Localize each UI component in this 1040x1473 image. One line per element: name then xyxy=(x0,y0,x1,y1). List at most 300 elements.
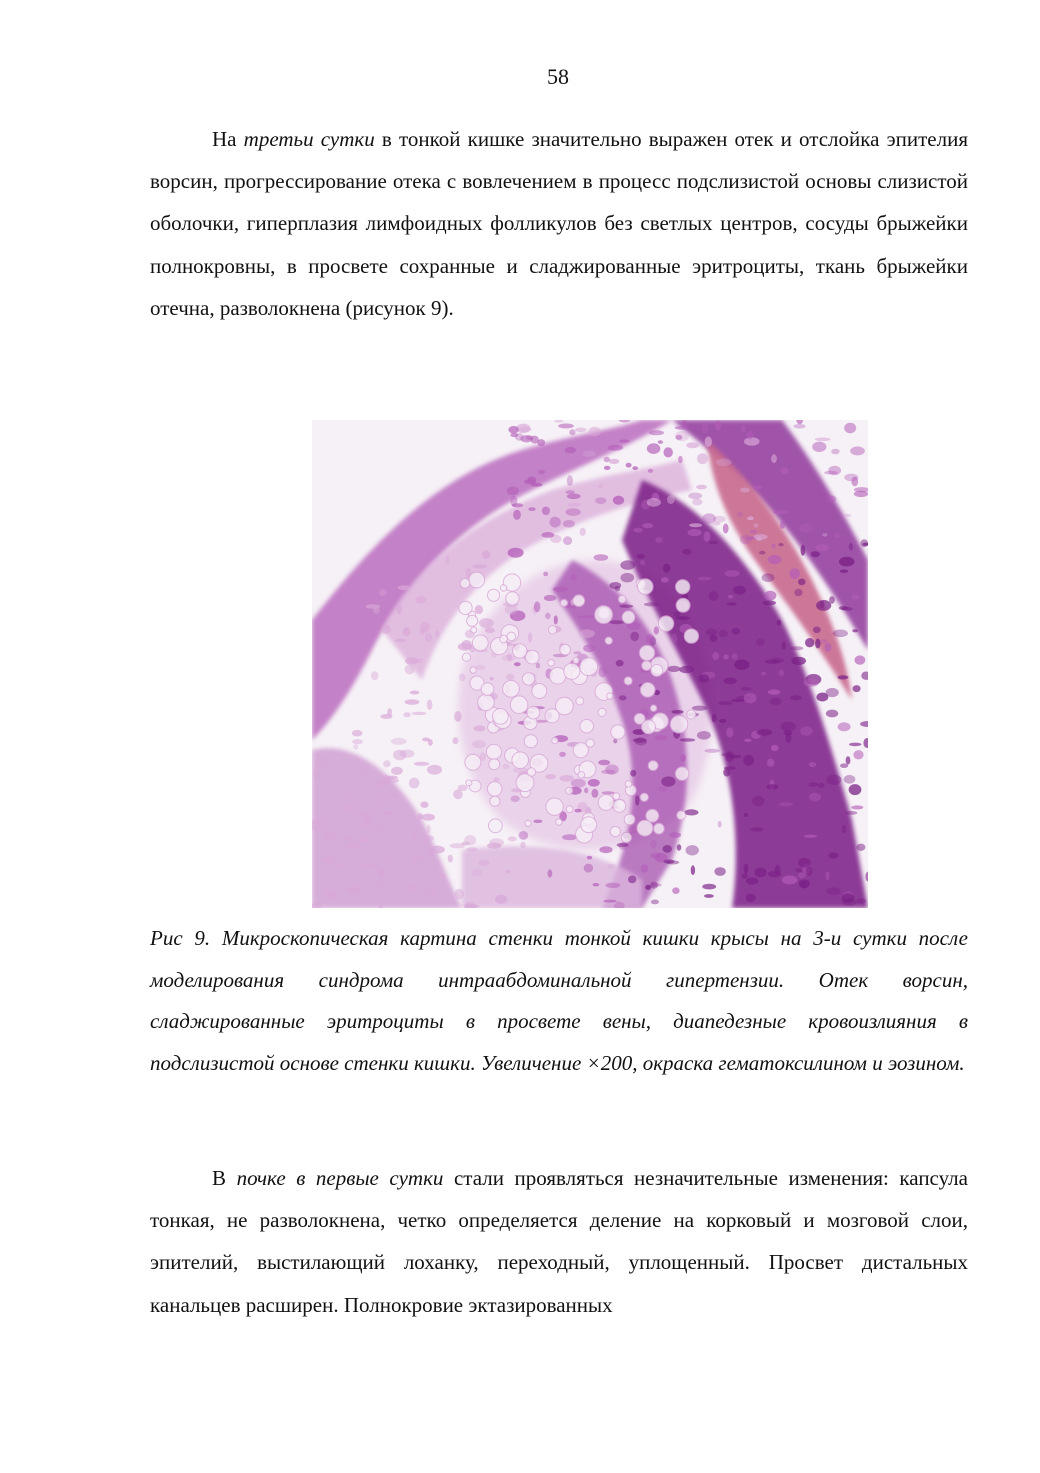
vacuole-mark xyxy=(670,716,688,734)
cell-mark xyxy=(380,796,386,804)
cell-mark xyxy=(731,699,745,702)
vacuole-mark xyxy=(625,781,632,788)
vacuole-mark xyxy=(459,601,472,614)
vacuole-mark xyxy=(465,754,481,770)
cell-mark xyxy=(844,514,851,517)
cell-mark xyxy=(782,642,786,650)
cell-mark xyxy=(446,556,450,564)
cell-mark xyxy=(422,814,435,821)
cell-mark xyxy=(424,889,436,897)
cell-mark xyxy=(683,549,692,555)
cell-mark xyxy=(632,466,638,470)
cell-mark xyxy=(613,496,624,505)
cell-mark xyxy=(824,471,838,475)
vacuole-mark xyxy=(527,768,536,777)
cell-mark xyxy=(344,805,357,811)
cell-mark xyxy=(506,870,511,874)
cell-mark xyxy=(773,510,789,514)
cell-mark xyxy=(528,507,535,511)
cell-mark xyxy=(330,889,337,899)
cell-mark xyxy=(409,883,415,892)
cell-mark xyxy=(741,687,752,691)
vacuole-mark xyxy=(573,595,585,607)
vacuole-mark xyxy=(677,811,686,820)
vacuole-mark xyxy=(654,823,665,834)
cell-mark xyxy=(605,764,618,774)
cell-mark xyxy=(537,439,545,446)
paragraph-2-emphasis: почке в первые сутки xyxy=(236,1166,444,1190)
vacuole-mark xyxy=(658,616,673,631)
vacuole-mark xyxy=(503,680,520,697)
vacuole-mark xyxy=(532,684,547,699)
cell-mark xyxy=(756,639,764,646)
cell-mark xyxy=(764,591,776,601)
cell-mark xyxy=(752,796,764,807)
cell-mark xyxy=(405,665,415,675)
cell-mark xyxy=(435,630,440,638)
cell-mark xyxy=(746,894,756,902)
cell-mark xyxy=(718,821,722,828)
vacuole-mark xyxy=(687,710,696,719)
cell-mark xyxy=(542,532,555,538)
cell-mark xyxy=(649,430,664,435)
cell-mark xyxy=(723,524,729,534)
vacuole-mark xyxy=(611,725,625,739)
vacuole-mark xyxy=(493,709,509,725)
cell-mark xyxy=(709,541,718,545)
cell-mark xyxy=(793,424,805,429)
paragraph-1-lead: На xyxy=(212,127,244,151)
cell-mark xyxy=(403,627,411,636)
vacuole-mark xyxy=(460,578,470,588)
vacuole-mark xyxy=(471,627,477,633)
cell-mark xyxy=(363,812,369,823)
cell-mark xyxy=(781,468,789,474)
cell-mark xyxy=(472,740,486,748)
cell-mark xyxy=(418,813,423,820)
cell-mark xyxy=(723,654,729,659)
vacuole-mark xyxy=(566,787,573,794)
cell-mark xyxy=(675,426,689,430)
vacuole-mark xyxy=(642,720,656,734)
cell-mark xyxy=(709,591,719,601)
cell-mark xyxy=(475,605,483,614)
cell-mark xyxy=(838,675,849,679)
cell-mark xyxy=(834,533,841,538)
cell-mark xyxy=(427,825,431,833)
cell-mark xyxy=(655,537,662,543)
cell-mark xyxy=(528,632,532,643)
cell-mark xyxy=(619,439,629,442)
cell-mark xyxy=(349,885,361,893)
cell-mark xyxy=(767,784,779,789)
cell-mark xyxy=(820,639,828,643)
cell-mark xyxy=(420,801,428,808)
cell-mark xyxy=(352,893,357,897)
cell-mark xyxy=(820,601,824,608)
cell-mark xyxy=(798,579,806,586)
cell-mark xyxy=(536,663,541,669)
cell-mark xyxy=(664,447,673,457)
cell-mark xyxy=(673,611,680,616)
cell-mark xyxy=(416,596,427,603)
page-number: 58 xyxy=(547,64,569,89)
cell-mark xyxy=(751,827,764,831)
cell-mark xyxy=(805,638,814,647)
vacuole-mark xyxy=(548,626,556,634)
cell-mark xyxy=(800,727,813,736)
cell-mark xyxy=(422,835,434,841)
vacuole-mark xyxy=(486,744,501,759)
cell-mark xyxy=(511,796,520,803)
cell-mark xyxy=(544,595,556,601)
cell-mark xyxy=(391,767,403,775)
cell-mark xyxy=(608,864,616,869)
vacuole-mark xyxy=(478,694,495,711)
cell-mark xyxy=(782,875,798,884)
cell-mark xyxy=(779,802,793,806)
cell-mark xyxy=(744,739,752,742)
cell-mark xyxy=(726,727,733,737)
cell-mark xyxy=(430,846,445,854)
vacuole-mark xyxy=(675,767,689,781)
cell-mark xyxy=(723,768,730,776)
cell-mark xyxy=(508,548,524,558)
cell-mark xyxy=(755,868,767,878)
vacuole-mark xyxy=(566,806,573,813)
cell-mark xyxy=(598,760,610,766)
vacuole-mark xyxy=(639,645,654,660)
vacuole-mark xyxy=(462,653,470,661)
cell-mark xyxy=(842,899,856,906)
vacuole-mark xyxy=(487,782,502,797)
cell-mark xyxy=(485,628,495,634)
cell-mark xyxy=(724,678,737,685)
cell-mark xyxy=(379,589,387,596)
cell-mark xyxy=(574,809,581,813)
cell-mark xyxy=(589,427,601,436)
cell-mark xyxy=(619,695,627,700)
cell-mark xyxy=(563,536,572,545)
cell-mark xyxy=(838,722,851,731)
vacuole-mark xyxy=(684,629,698,643)
cell-mark xyxy=(798,873,806,879)
cell-mark xyxy=(478,860,490,866)
cell-mark xyxy=(667,495,675,504)
cell-mark xyxy=(827,775,842,785)
cell-mark xyxy=(542,507,550,516)
cell-mark xyxy=(591,789,598,798)
cell-mark xyxy=(718,701,732,705)
vacuole-mark xyxy=(676,598,690,612)
cell-mark xyxy=(387,776,398,779)
cell-mark xyxy=(654,626,659,634)
cell-mark xyxy=(650,840,656,849)
figure-caption: Рис 9. Микроскопическая картина стенки тонкой кишки крысы на 3-и сутки после моделирования синдрома интраабдоминальной гипертензии. Отек ворсин, сладжированные эритроциты в просвете вены, диапедезные кровоизлияния в подслизистой основе стенки кишки. Увеличение ×200, окраска гематоксилином и эозином. xyxy=(150,926,968,1075)
cell-mark xyxy=(383,811,393,815)
vacuole-mark xyxy=(527,706,540,719)
cell-mark xyxy=(697,731,711,740)
cell-mark xyxy=(617,843,629,847)
cell-mark xyxy=(453,737,459,744)
cell-mark xyxy=(666,860,679,864)
cell-mark xyxy=(346,790,350,797)
vacuole-mark xyxy=(624,677,632,685)
cell-mark xyxy=(545,774,556,779)
cell-mark xyxy=(553,587,568,592)
cell-mark xyxy=(414,762,430,766)
cell-mark xyxy=(507,653,512,660)
paragraph-2-lead: В xyxy=(212,1166,237,1190)
cell-mark xyxy=(371,671,378,680)
cell-mark xyxy=(387,708,392,716)
paragraph-2 xyxy=(150,1157,968,1326)
cell-mark xyxy=(678,456,683,463)
vacuole-mark xyxy=(676,580,690,594)
cell-mark xyxy=(332,863,342,867)
cell-mark xyxy=(689,523,702,527)
cell-mark xyxy=(650,882,658,889)
vacuole-mark xyxy=(573,657,579,663)
cell-mark xyxy=(682,420,688,427)
cell-mark xyxy=(566,490,575,494)
cell-mark xyxy=(603,900,616,903)
cell-mark xyxy=(409,778,420,789)
cell-mark xyxy=(346,842,361,849)
cell-mark xyxy=(405,657,418,664)
cell-mark xyxy=(578,615,594,618)
cell-mark xyxy=(352,730,363,737)
cell-mark xyxy=(533,820,542,824)
cell-mark xyxy=(791,646,804,650)
cell-mark xyxy=(518,427,531,432)
vacuole-mark xyxy=(638,579,654,595)
cell-mark xyxy=(761,672,766,676)
cell-mark xyxy=(852,595,860,600)
cell-mark xyxy=(494,777,500,781)
cell-mark xyxy=(608,445,624,451)
cell-mark xyxy=(658,440,663,444)
cell-mark xyxy=(403,712,410,717)
cell-mark xyxy=(705,437,712,447)
cell-mark xyxy=(646,634,655,644)
cell-mark xyxy=(420,628,425,636)
cell-mark xyxy=(425,633,432,642)
cell-mark xyxy=(360,838,372,842)
paragraph-1 xyxy=(150,118,968,329)
cell-mark xyxy=(604,457,610,462)
cell-mark xyxy=(763,600,776,605)
cell-mark xyxy=(686,442,699,448)
vacuole-mark xyxy=(595,606,613,624)
cell-mark xyxy=(716,459,731,467)
cell-mark xyxy=(806,866,813,875)
cell-mark xyxy=(740,488,750,493)
cell-mark xyxy=(680,738,695,741)
cell-mark xyxy=(467,847,478,852)
cell-mark xyxy=(746,431,753,439)
cell-mark xyxy=(831,449,840,455)
cell-mark xyxy=(626,463,632,468)
cell-mark xyxy=(375,881,385,888)
vacuole-mark xyxy=(469,572,485,588)
cell-mark xyxy=(777,620,781,626)
cell-mark xyxy=(808,782,818,786)
cell-mark xyxy=(757,729,772,736)
vacuole-mark xyxy=(637,820,653,836)
cell-mark xyxy=(853,750,863,759)
cell-mark xyxy=(686,845,699,855)
cell-mark xyxy=(706,629,717,636)
cell-mark xyxy=(514,662,521,666)
cell-mark xyxy=(458,643,472,651)
vacuole-mark xyxy=(607,693,613,699)
cell-mark xyxy=(743,755,754,766)
cell-mark xyxy=(642,523,653,528)
vacuole-mark xyxy=(598,795,614,811)
cell-mark xyxy=(826,710,838,718)
cell-mark xyxy=(354,775,358,778)
vacuole-mark xyxy=(624,814,635,825)
cell-mark xyxy=(475,665,485,670)
cell-mark xyxy=(688,493,702,500)
cell-mark xyxy=(570,574,577,581)
cell-mark xyxy=(602,791,615,794)
cell-mark xyxy=(490,677,494,680)
cell-mark xyxy=(732,628,740,635)
cell-mark xyxy=(645,885,651,890)
cell-mark xyxy=(854,491,868,497)
cell-mark xyxy=(567,494,581,500)
cell-mark xyxy=(531,483,543,487)
cell-mark xyxy=(775,865,781,875)
cell-mark xyxy=(448,855,453,863)
cell-mark xyxy=(543,572,548,577)
cell-mark xyxy=(809,762,816,767)
cell-mark xyxy=(641,864,648,872)
cell-mark xyxy=(840,570,849,573)
vacuole-mark xyxy=(586,739,594,747)
cell-mark xyxy=(850,446,865,455)
vacuole-mark xyxy=(507,632,516,641)
vacuole-mark xyxy=(488,589,500,601)
cell-mark xyxy=(588,779,600,787)
cell-mark xyxy=(786,733,792,743)
cell-mark xyxy=(383,760,391,767)
cell-mark xyxy=(569,429,575,435)
cell-mark xyxy=(704,894,714,898)
cell-mark xyxy=(710,635,718,642)
cell-mark xyxy=(768,689,780,694)
cell-mark xyxy=(853,685,861,692)
cell-mark xyxy=(765,660,779,664)
cell-mark xyxy=(688,529,702,536)
cell-mark xyxy=(815,438,831,442)
vacuole-mark xyxy=(525,820,531,826)
vacuole-mark xyxy=(500,635,508,643)
cell-mark xyxy=(715,421,721,431)
cell-mark xyxy=(640,560,645,565)
cell-mark xyxy=(684,809,698,815)
cell-mark xyxy=(734,660,749,670)
micrograph-image xyxy=(312,420,868,908)
cell-mark xyxy=(412,855,424,863)
vacuole-mark xyxy=(556,819,562,825)
cell-mark xyxy=(506,674,514,681)
cell-mark xyxy=(515,433,524,441)
vacuole-mark xyxy=(513,644,527,658)
cell-mark xyxy=(744,864,749,874)
cell-mark xyxy=(733,586,746,595)
vacuole-mark xyxy=(580,719,594,733)
vacuole-mark xyxy=(490,796,500,806)
cell-mark xyxy=(691,865,695,875)
cell-mark xyxy=(772,543,776,549)
cell-mark xyxy=(759,551,765,555)
cell-mark xyxy=(704,749,719,753)
cell-mark xyxy=(538,470,545,475)
cell-mark xyxy=(353,744,358,750)
cell-mark xyxy=(849,784,862,795)
vacuole-mark xyxy=(512,752,529,769)
cell-mark xyxy=(440,874,445,878)
cell-mark xyxy=(464,835,476,845)
cell-mark xyxy=(672,634,678,644)
cell-mark xyxy=(801,545,806,556)
cell-mark xyxy=(315,757,326,768)
cell-mark xyxy=(790,568,800,579)
cell-mark xyxy=(804,678,819,686)
vacuole-mark xyxy=(506,592,519,605)
vacuole-mark xyxy=(500,585,507,592)
vacuole-mark xyxy=(489,819,503,833)
vacuole-mark xyxy=(580,658,598,676)
cell-mark xyxy=(842,825,847,834)
cell-mark xyxy=(489,838,504,847)
vacuole-mark xyxy=(621,832,631,842)
cell-mark xyxy=(548,869,553,877)
cell-mark xyxy=(725,570,740,577)
cell-mark xyxy=(422,738,430,742)
cell-mark xyxy=(822,533,827,537)
vacuole-mark xyxy=(524,735,537,748)
cell-mark xyxy=(798,858,810,868)
cell-mark xyxy=(510,496,517,506)
cell-mark xyxy=(741,426,746,433)
cell-mark xyxy=(587,856,592,860)
vacuole-mark xyxy=(546,798,563,815)
cell-mark xyxy=(800,524,813,533)
cell-mark xyxy=(672,887,679,894)
paragraph-1-body: в тонкой кишке значительно выражен отек и отслойка эпителия ворсин, прогрессирование отека с вовлечением в процесс подслизистой основы слизистой оболочки, гиперплазия лимфоидных фолликулов без светлых центров, сосуды брыжейки полнокровны, в просвете сохранные и сладжированные эритроциты, ткань брыжейки отечна, разволокнена (рисунок 9). xyxy=(150,127,968,320)
cell-mark xyxy=(635,795,639,805)
cell-mark xyxy=(794,589,802,597)
cell-mark xyxy=(580,528,586,536)
cell-mark xyxy=(844,775,856,784)
cell-mark xyxy=(746,878,758,885)
cell-mark xyxy=(595,497,606,504)
vacuole-mark xyxy=(525,650,539,664)
cell-mark xyxy=(323,831,337,841)
cell-mark xyxy=(661,776,675,786)
vacuole-mark xyxy=(548,660,555,667)
cell-mark xyxy=(799,879,810,888)
cell-mark xyxy=(825,643,832,652)
cell-mark xyxy=(856,844,865,851)
cell-mark xyxy=(633,528,642,533)
cell-mark xyxy=(621,573,635,583)
cell-mark xyxy=(849,543,853,551)
